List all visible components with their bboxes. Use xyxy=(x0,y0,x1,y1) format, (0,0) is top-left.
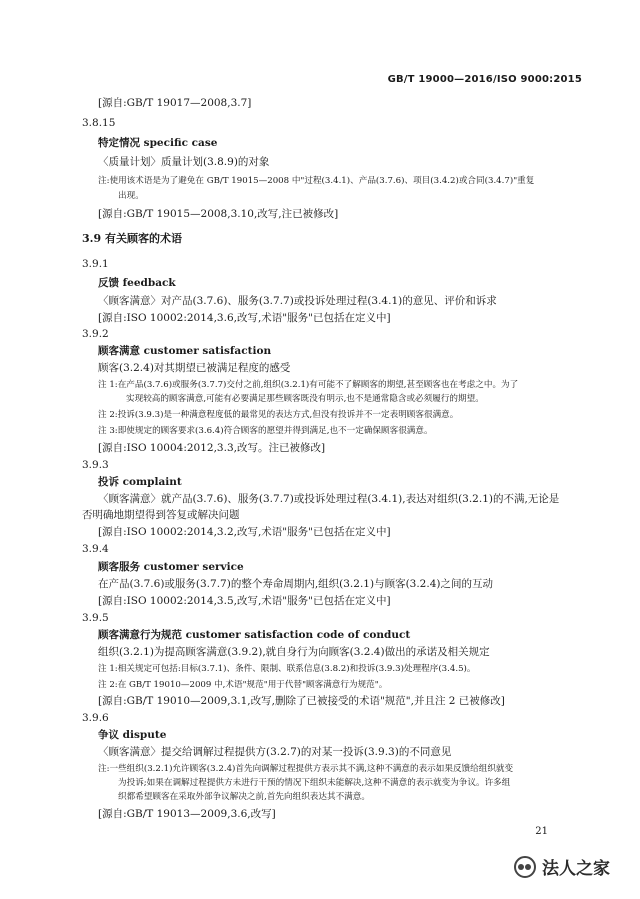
source-note: [源自:ISO 10004:2012,3.3,改写。注已被修改] xyxy=(98,442,326,454)
clause-number: 3.9.5 xyxy=(82,612,109,624)
source-note: [源自:GB/T 19010—2009,3.1,改写,删除了已被接受的术语"规范",并且注 2 已被修改] xyxy=(98,695,505,707)
term-note: 注 3:即使规定的顾客要求(3.6.4)符合顾客的愿望并得到满足,也不一定确保顾客很满意。 xyxy=(98,426,433,436)
section-title: 3.9 有关顾客的术语 xyxy=(82,232,182,245)
source-note: [源自:GB/T 19017—2008,3.7] xyxy=(98,97,252,109)
watermark xyxy=(514,854,610,879)
term-heading: 顾客满意行为规范 customer satisfaction code of conduct xyxy=(98,629,411,641)
source-note: [源自:ISO 10002:2014,3.2,改写,术语"服务"已包括在定义中] xyxy=(98,526,391,538)
term-note: 注 2:在 GB/T 19010—2009 中,术语"规范"用于代替"顾客满意行为规范"。 xyxy=(98,680,388,690)
term-definition: 〈顾客满意〉提交给调解过程提供方(3.2.7)的对某一投诉(3.9.3)的不同意见 xyxy=(98,746,452,758)
term-note: 注 1:在产品(3.7.6)或服务(3.7.7)交付之前,组织(3.2.1)有可能不了解顾客的期望,甚至顾客也在考虑之中。为了 xyxy=(98,380,519,390)
term-note-continued: 为投诉;如果在调解过程提供方未进行干预的情况下组织未能解决,这种不满意的表示就变为争议。许多组 xyxy=(118,778,511,788)
term-definition-continued: 否明确地期望得到答复或解决问题 xyxy=(82,509,240,521)
source-note: [源自:ISO 10002:2014,3.5,改写,术语"服务"已包括在定义中] xyxy=(98,595,391,607)
term-definition: 〈顾客满意〉就产品(3.7.6)、服务(3.7.7)或投诉处理过程(3.4.1),表达对组织(3.2.1)的不满,无论是 xyxy=(98,493,560,505)
watermark-text: 法人之家 xyxy=(542,859,610,879)
term-heading: 顾客满意 customer satisfaction xyxy=(98,345,272,357)
term-heading: 争议 dispute xyxy=(98,729,167,741)
clause-number: 3.9.3 xyxy=(82,459,109,471)
clause-number: 3.9.1 xyxy=(82,258,109,270)
term-heading: 投诉 complaint xyxy=(98,476,182,488)
clause-number: 3.9.6 xyxy=(82,712,109,724)
term-note: 注:一些组织(3.2.1)允许顾客(3.2.4)首先向调解过程提供方表示其不满,这种不满意的表示如果反馈给组织就变 xyxy=(98,764,514,774)
term-heading: 反馈 feedback xyxy=(98,277,176,289)
term-definition: 〈质量计划〉质量计划(3.8.9)的对象 xyxy=(98,156,270,168)
term-definition: 组织(3.2.1)为提高顾客满意(3.9.2),就自身行为向顾客(3.2.4)做出的承诺及相关规定 xyxy=(98,646,490,658)
term-heading: 特定情况 specific case xyxy=(98,137,218,149)
clause-number: 3.9.2 xyxy=(82,328,109,340)
source-note: [源自:GB/T 19013—2009,3.6,改写] xyxy=(98,808,276,820)
clause-number: 3.8.15 xyxy=(82,117,116,129)
term-note: 注 1:相关规定可包括:目标(3.7.1)、条件、限制、联系信息(3.8.2)和投诉(3.9.3)处理程序(3.4.5)。 xyxy=(98,664,476,674)
source-note: [源自:ISO 10002:2014,3.6,改写,术语"服务"已包括在定义中] xyxy=(98,312,391,324)
page-number: 21 xyxy=(535,826,548,837)
term-note-continued: 出现。 xyxy=(118,191,144,201)
term-definition: 在产品(3.7.6)或服务(3.7.7)的整个寿命周期内,组织(3.2.1)与顾客(3.2.4)之间的互动 xyxy=(98,578,493,590)
term-note-continued: 实现较高的顾客满意,可能有必要满足那些顾客既没有明示,也不是通常隐含或必须履行的期望。 xyxy=(126,394,484,404)
term-heading: 顾客服务 customer service xyxy=(98,561,244,573)
term-definition: 〈顾客满意〉对产品(3.7.6)、服务(3.7.7)或投诉处理过程(3.4.1)的意见、评价和诉求 xyxy=(98,295,497,307)
term-definition: 顾客(3.2.4)对其期望已被满足程度的感受 xyxy=(98,362,291,374)
term-note: 注:使用该术语是为了避免在 GB/T 19015—2008 中"过程(3.4.1)、产品(3.7.6)、项目(3.4.2)或合同(3.4.7)"重复 xyxy=(98,176,535,186)
clause-number: 3.9.4 xyxy=(82,543,109,555)
term-note: 注 2:投诉(3.9.3)是一种满意程度低的最常见的表达方式,但没有投诉并不一定表明顾客很满意。 xyxy=(98,410,459,420)
standard-code-header: GB/T 19000—2016/ISO 9000:2015 xyxy=(387,74,582,85)
wechat-icon xyxy=(514,856,536,878)
source-note: [源自:GB/T 19015—2008,3.10,改写,注已被修改] xyxy=(98,208,339,220)
term-note-continued: 织都希望顾客在采取外部争议解决之前,首先向组织表达其不满意。 xyxy=(118,792,370,802)
